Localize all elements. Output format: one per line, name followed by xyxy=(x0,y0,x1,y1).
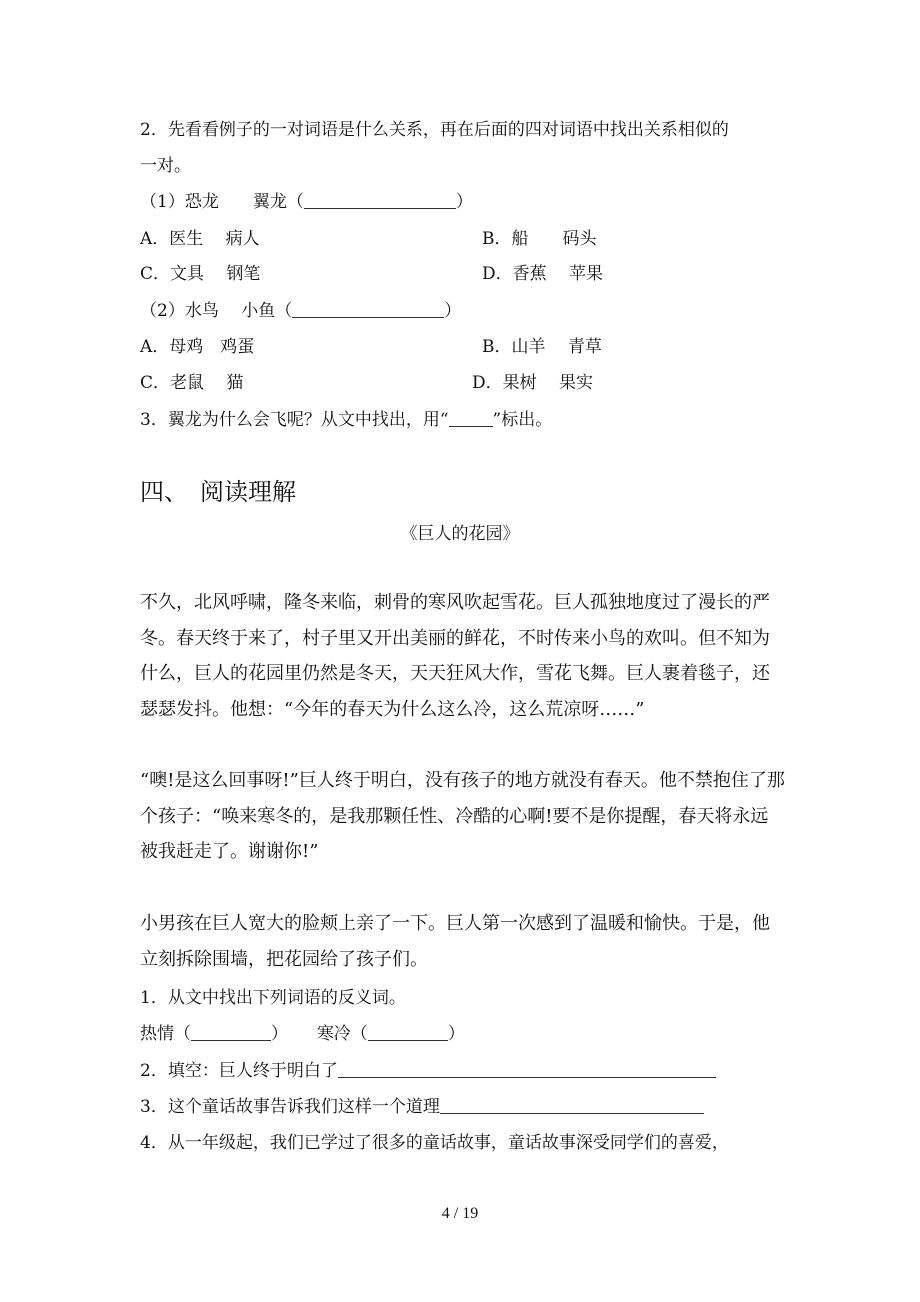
sub-question-2-close: ） xyxy=(444,301,462,321)
sub-question-1-close: ） xyxy=(455,192,473,212)
question-3 xyxy=(140,409,552,431)
reading-question-3-text: 3．这个童话故事告诉我们这样一个道理 xyxy=(140,1097,440,1117)
option-b: B．山羊 青草 xyxy=(482,337,602,357)
reading-question-4: 4．从一年级起，我们已学过了很多的童话故事，童话故事深受同学们的喜爱， xyxy=(140,1133,729,1153)
option-d: D．果树 果实 xyxy=(472,373,594,393)
story-title: 《巨人的花园》 xyxy=(400,524,520,544)
option-a: A．母鸡 鸡蛋 xyxy=(140,337,255,357)
option-b: B．船 码头 xyxy=(482,229,597,249)
sub-question-2-text: （2）水鸟 小鱼（ xyxy=(140,301,293,321)
story-paragraph-2: “噢!是这么回事呀!”巨人终于明白，没有孩子的地方就没有春天。他不禁抱住了那个孩子：“唤来寒冬的，是我那颗任性、冷酷的心啊!要不是你提醒，春天将永远被我赶走了。谢谢你!” xyxy=(140,770,785,862)
answer-blank[interactable] xyxy=(292,301,444,318)
answer-blank[interactable] xyxy=(304,192,456,209)
story-paragraph-1: 不久，北风呼啸，隆冬来临，刺骨的寒风吹起雪花。巨人孤独地度过了漫长的严冬。春天终于来了，村子里又开出美丽的鲜花，不时传来小鸟的欢叫。但不知为什么，巨人的花园里仍然是冬天，天天狂风大作，雪花飞舞。巨人裹着毯子，还瑟瑟发抖。他想：“今年的春天为什么这么冷，这么荒凉呀……” xyxy=(140,592,770,720)
option-row xyxy=(140,372,594,394)
option-row xyxy=(140,228,597,250)
option-row xyxy=(140,263,604,285)
question-3-text: 3．翼龙为什么会飞呢？从文中找出，用“ xyxy=(140,410,449,430)
reading-question-2 xyxy=(140,1060,716,1082)
option-c: C．文具 钢笔 xyxy=(140,264,261,284)
story-paragraph-3: 小男孩在巨人宽大的脸颊上亲了一下。巨人第一次感到了温暖和愉快。于是，他立刻拆除围墙，把花园给了孩子们。 xyxy=(140,913,770,970)
antonym-b-text: 寒冷（ xyxy=(316,1024,368,1044)
reading-question-2-text: 2．填空：巨人终于明白了 xyxy=(140,1061,338,1081)
answer-blank[interactable] xyxy=(440,1097,704,1114)
reading-question-1: 1．从文中找出下列词语的反义词。 xyxy=(140,988,406,1008)
section-heading: 四、 阅读理解 xyxy=(140,478,296,506)
question-3-suffix: ”标出。 xyxy=(492,410,553,430)
antonym-b-close: ） xyxy=(447,1024,465,1044)
sub-question-1-text: （1）恐龙 翼龙（ xyxy=(140,192,304,212)
reading-question-3 xyxy=(140,1096,704,1118)
option-row xyxy=(140,336,602,358)
option-c: C．老鼠 猫 xyxy=(140,373,244,393)
answer-blank[interactable] xyxy=(338,1061,716,1078)
antonym-a-text: 热情（ xyxy=(140,1024,191,1044)
underline-sample xyxy=(449,410,493,427)
antonym-row xyxy=(140,1023,465,1045)
sub-question-1 xyxy=(140,191,473,213)
page-number: 4 / 19 xyxy=(441,1205,479,1222)
answer-blank[interactable] xyxy=(191,1024,271,1041)
option-a: A．医生 病人 xyxy=(140,229,260,249)
question-2-line-2: 一对。 xyxy=(140,156,191,176)
sub-question-2 xyxy=(140,300,461,322)
option-d: D．香蕉 苹果 xyxy=(482,264,604,284)
antonym-a-close: ） xyxy=(271,1024,288,1044)
answer-blank[interactable] xyxy=(368,1024,448,1041)
question-2-line-1: 2．先看看例子的一对词语是什么关系，再在后面的四对词语中找出关系相似的 xyxy=(140,120,729,140)
